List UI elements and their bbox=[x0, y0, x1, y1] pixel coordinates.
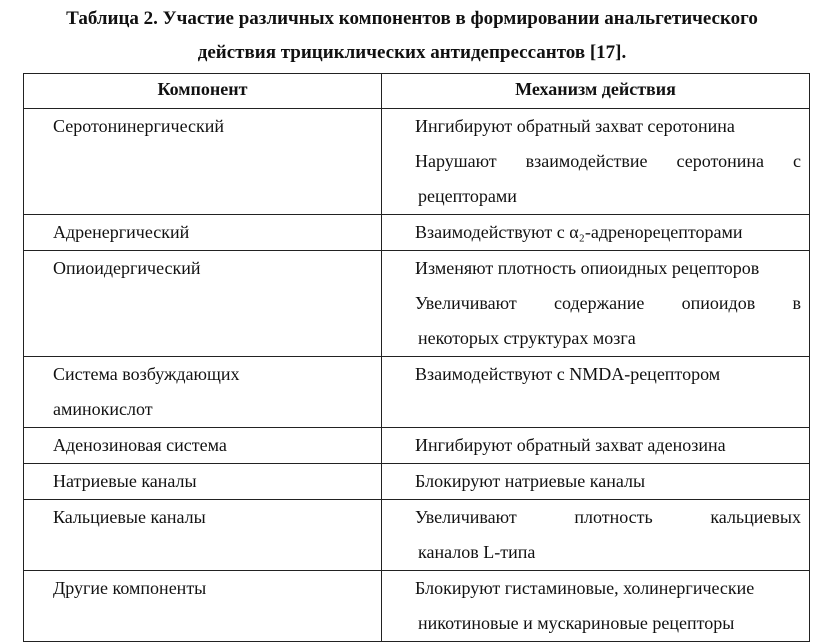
component-text: аминокислот bbox=[53, 399, 153, 419]
table-row bbox=[24, 109, 810, 215]
mechanism-cell bbox=[382, 464, 810, 500]
table-row bbox=[24, 571, 810, 642]
mechanism-text: Ингибируют обратный захват аденозина bbox=[415, 435, 726, 455]
component-text: Аденозиновая система bbox=[53, 435, 227, 455]
component-cell bbox=[24, 109, 382, 215]
mechanism-text: Нарушают взаимодействие серотонина с bbox=[415, 151, 801, 171]
component-cell bbox=[24, 500, 382, 571]
caption-line-2: действия трициклических антидепрессантов [17]. bbox=[197, 42, 627, 63]
table-caption bbox=[0, 0, 824, 70]
mechanism-text: Блокируют натриевые каналы bbox=[415, 471, 646, 491]
component-cell bbox=[24, 357, 382, 428]
mechanism-cell bbox=[382, 251, 810, 357]
component-text: Адренергический bbox=[53, 222, 190, 242]
component-text: Натриевые каналы bbox=[53, 471, 197, 491]
mechanism-text: некоторых структурах мозга bbox=[418, 328, 636, 348]
mechanism-text: Ингибируют обратный захват серотонина bbox=[415, 116, 735, 136]
mechanism-text: Взаимодействуют с α₂-адренорецепторами bbox=[415, 222, 743, 242]
component-text: Серотонинергический bbox=[53, 116, 224, 136]
component-cell bbox=[24, 464, 382, 500]
component-cell bbox=[24, 571, 382, 642]
mechanism-text: Взаимодействуют с NMDA-рецептором bbox=[415, 364, 721, 384]
component-text: Другие компоненты bbox=[53, 578, 207, 598]
mechanism-cell bbox=[382, 215, 810, 251]
mechanism-cell bbox=[382, 500, 810, 571]
mechanism-text: Изменяют плотность опиоидных рецепторов bbox=[415, 258, 760, 278]
component-text: Кальциевые каналы bbox=[53, 507, 206, 527]
mechanism-text: Блокируют гистаминовые, холинергические bbox=[415, 578, 755, 598]
mechanism-text: никотиновые и мускариновые рецепторы bbox=[418, 613, 735, 633]
mechanism-cell bbox=[382, 357, 810, 428]
table-row bbox=[24, 215, 810, 251]
table-row bbox=[24, 428, 810, 464]
table-header-row bbox=[24, 74, 810, 109]
component-cell bbox=[24, 251, 382, 357]
mechanism-cell bbox=[382, 428, 810, 464]
header-component: Компонент bbox=[24, 74, 382, 109]
mechanism-cell bbox=[382, 571, 810, 642]
table-row bbox=[24, 500, 810, 571]
component-cell bbox=[24, 215, 382, 251]
mechanism-text: каналов L-типа bbox=[418, 542, 536, 562]
component-text: Система возбуждающих bbox=[53, 364, 240, 384]
mechanism-text: Увеличивают плотность кальциевых bbox=[415, 507, 801, 527]
mechanism-cell bbox=[382, 109, 810, 215]
table-row bbox=[24, 251, 810, 357]
table-row bbox=[24, 357, 810, 428]
caption-line-1: Таблица 2. Участие различных компонентов в формировании анальгетического bbox=[66, 8, 758, 29]
table-row bbox=[24, 464, 810, 500]
mechanism-text: Увеличивают содержание опиоидов в bbox=[415, 293, 801, 313]
component-cell bbox=[24, 428, 382, 464]
mechanism-text: рецепторами bbox=[418, 186, 517, 206]
components-table bbox=[23, 73, 810, 642]
header-mechanism: Механизм действия bbox=[382, 74, 810, 109]
component-text: Опиоидергический bbox=[53, 258, 201, 278]
